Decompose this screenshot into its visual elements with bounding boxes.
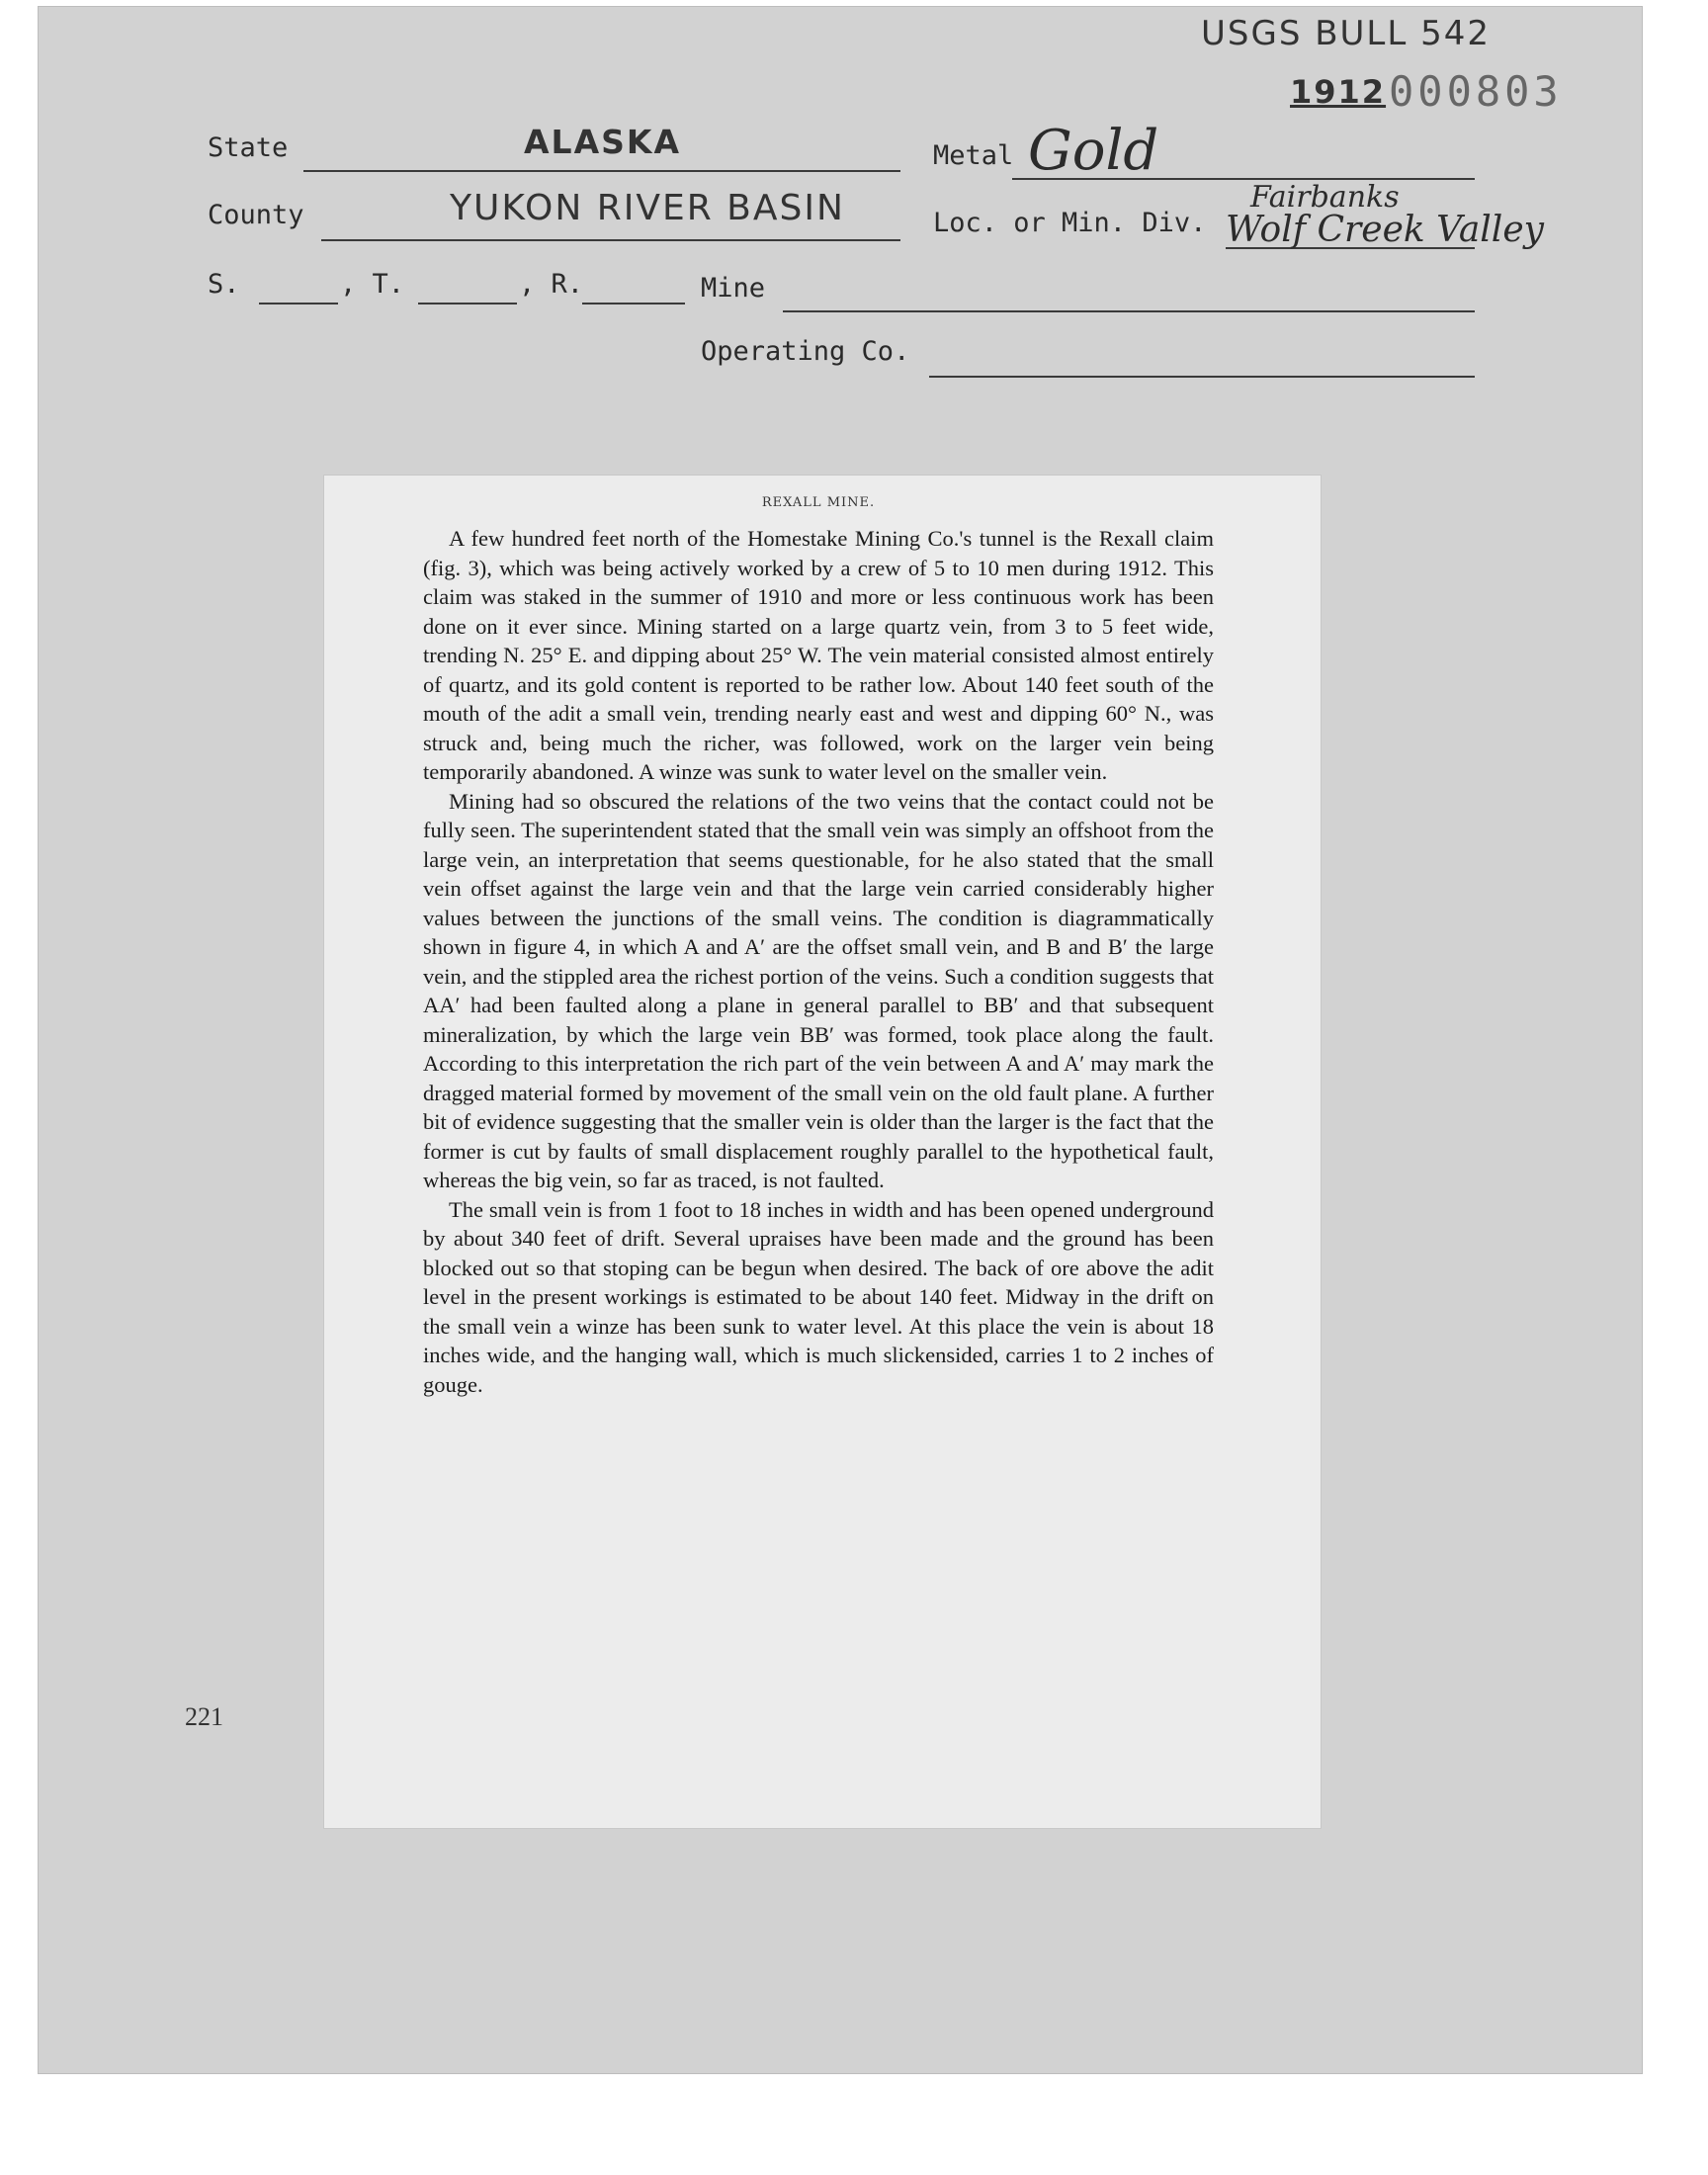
clipping-paragraph-3: The small vein is from 1 foot to 18 inches in width and has been opened underground by about 340 feet of drift. Several upraises have been made and the ground has been blocked out so that stoping can be begun when desired. The back of ore above the adit level in the present workings is estimated to be about 140 feet. Midway in the drift on the small vein a winze has been sunk to water level. At this place the vein is about 18 inches wide, and the hanging wall, which is much slickensided, carries 1 to 2 inches of gouge.: [423, 1196, 1214, 1397]
clipping-paragraph-1: A few hundred feet north of the Homestake Mining Co.'s tunnel is the Rexall claim (fig. 3), which was being actively worked by a crew of 5 to 10 men during 1912. This claim was staked in the summer of 1910 and more or less continuous work has been done on it ever since. Mining started on a large quartz vein, from 3 to 5 feet wide, trending N. 25° E. and dipping about 25° W. The vein material consisted almost entirely of quartz, and its gold content is reported to be rather low. About 140 feet south of the mouth of the adit a small vein, trending nearly east and west and dipping 60° N., was struck and, being much the richer, was followed, work on the larger vein being temporarily abandoned. A winze was sunk to water level on the smaller vein.: [423, 526, 1214, 784]
mine-label: Mine: [701, 273, 766, 304]
report-clipping: [323, 475, 1322, 1829]
metal-value: Gold: [1028, 119, 1159, 183]
clipping-heading: REXALL MINE.: [761, 495, 876, 510]
clipping-paragraph-2: Mining had so obscured the relations of the two veins that the contact could not be fully seen. The superintendent stated that the small vein was simply an offshoot from the large vein, an interpretation that seems questionable, for he also stated that the small vein offset against the large vein and that the large vein carried considerably higher values between the junctions of the small veins. The condition is diagrammatically shown in figure 4, in which A and A′ are the offset small vein, and B and B′ the large vein, and the stippled area the richest portion of the veins. Such a condition suggests that AA′ had been faulted along a plane in general parallel to BB′ and that subsequent mineralization, by which the large vein BB′ was formed, took place along the fault. According to this interpretation the rich part of the vein between A and A′ may mark the dragged material formed by movement of the small vein on the old fault plane. A further bit of evidence suggesting that the smaller vein is older than the larger is the fact that the former is cut by faults of small displacement roughly parallel to the hypothetical fault, whereas the big vein, so far as traced, is not faulted.: [423, 788, 1214, 1192]
locdiv-value-1: Fairbanks: [1250, 180, 1400, 215]
state-value: ALASKA: [524, 123, 681, 161]
section-line: [259, 303, 338, 304]
operating-line: [929, 376, 1475, 378]
county-label: County: [208, 200, 304, 230]
bulletin-stamp: USGS BULL 542: [1201, 14, 1492, 53]
township-label: , T.: [340, 269, 405, 300]
locdiv-value-2: Wolf Creek Valley: [1226, 210, 1544, 250]
locdiv-label: Loc. or Min. Div.: [933, 208, 1207, 238]
section-label: S.: [208, 269, 240, 300]
page-number: 221: [185, 1702, 223, 1731]
metal-label: Metal: [933, 140, 1014, 171]
mine-line: [783, 310, 1475, 312]
range-line: [582, 303, 685, 304]
clipping-body: [423, 495, 1214, 1399]
range-label: , R.: [519, 269, 584, 300]
county-line: [321, 239, 900, 241]
operating-label: Operating Co.: [701, 336, 910, 367]
township-line: [418, 303, 517, 304]
serial-stamp: 000803: [1389, 67, 1563, 116]
year-stamp: 1912: [1290, 73, 1387, 111]
state-label: State: [208, 132, 289, 163]
state-line: [303, 170, 900, 172]
county-value: YUKON RIVER BASIN: [450, 188, 845, 228]
